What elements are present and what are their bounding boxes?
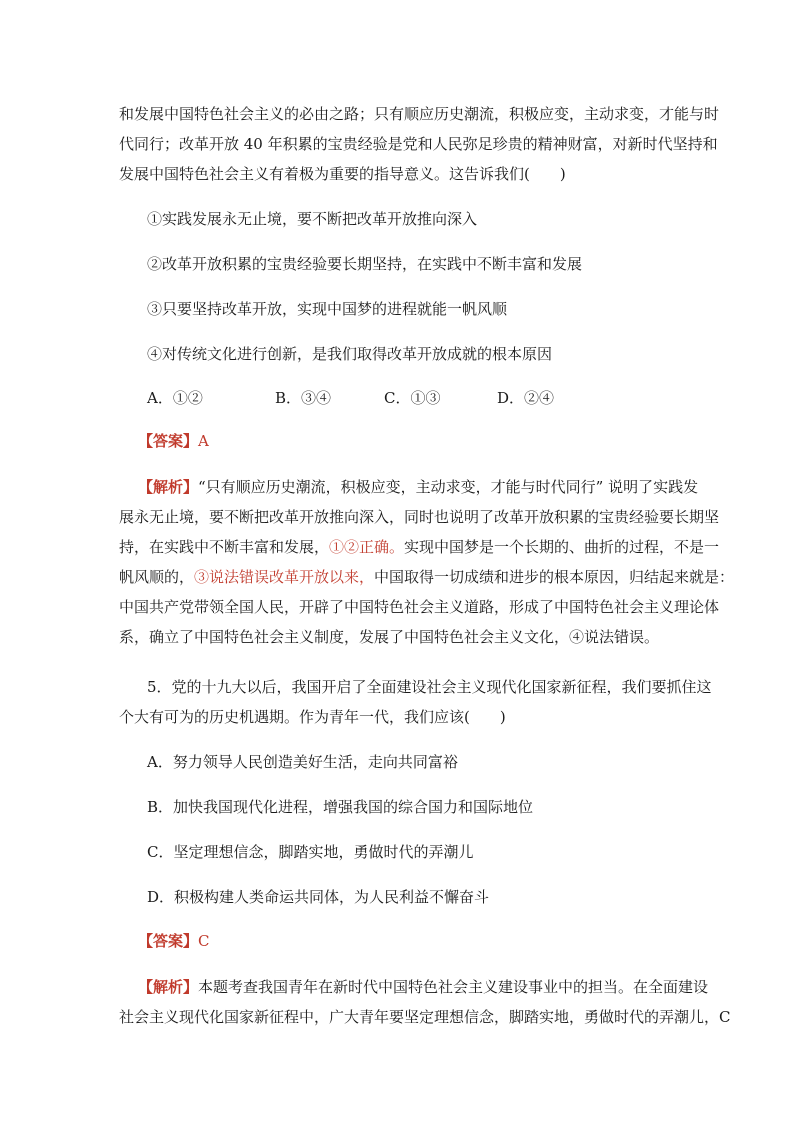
q4-analysis-text-4a: 帆风顺的，	[119, 568, 195, 586]
q4-analysis-text-3c: 实现中国梦是一个长期的、曲折的过程，不是一	[404, 538, 720, 556]
q5-option-c: C．坚定理想信念，脚踏实地，勇做时代的弄潮儿	[147, 843, 474, 861]
q4-analysis-text-4c: 中国取得一切成绩和进步的根本原因，归结起来就是：	[374, 568, 735, 586]
q4-analysis-text-3b: ①②正确。	[329, 538, 405, 556]
q4-answer-value: A	[198, 432, 209, 450]
q4-analysis-text-3a: 持，在实践中不断丰富和发展，	[119, 538, 330, 556]
intro-line-1: 和发展中国特色社会主义的必由之路；只有顺应历史潮流，积极应变，主动求变，才能与时	[119, 105, 720, 123]
q5-answer-value: C	[198, 932, 210, 950]
q5-analysis-text-1: 本题考查我国青年在新时代中国特色社会主义建设事业中的担当。在全面建设	[198, 978, 709, 996]
q4-analysis-line-3	[119, 536, 719, 558]
q4-statement-2: ②改革开放积累的宝贵经验要长期坚持，在实践中不断丰富和发展	[147, 255, 583, 273]
q4-analysis-text-4b: ③说法错误改革开放以来，	[194, 568, 375, 586]
q4-answer	[138, 430, 209, 452]
intro-line-3: 发展中国特色社会主义有着极为重要的指导意义。这告诉我们( )	[119, 165, 566, 183]
q5-option-a: A．努力领导人民创造美好生活，走向共同富裕	[147, 753, 458, 771]
q4-analysis-text-1: “只有顺应历史潮流，积极应变，主动求变，才能与时代同行” 说明了实践发	[198, 478, 699, 496]
q4-analysis-line-2: 展永无止境，要不断把改革开放推向深入，同时也说明了改革开放积累的宝贵经验要长期坚	[119, 508, 720, 526]
q5-analysis-line-1	[138, 976, 708, 998]
q4-analysis-line-5: 中国共产党带领全国人民，开辟了中国特色社会主义道路，形成了中国特色社会主义理论体	[119, 598, 720, 616]
intro-line-2: 代同行；改革开放 40 年积累的宝贵经验是党和人民弥足珍贵的精神财富，对新时代坚持和	[119, 135, 718, 153]
q5-option-d: D．积极构建人类命运共同体，为人民利益不懈奋斗	[147, 888, 490, 906]
q4-analysis-line-4	[119, 566, 734, 588]
q4-choice-d: D．②④	[497, 389, 555, 407]
q4-choice-b: B．③④	[275, 389, 332, 407]
q4-answer-tag: 【答案】	[138, 432, 199, 450]
q5-analysis-line-2: 社会主义现代化国家新征程中，广大青年要坚定理想信念，脚踏实地，勇做时代的弄潮儿，C	[119, 1008, 731, 1026]
q5-option-b: B．加快我国现代化进程，增强我国的综合国力和国际地位	[147, 798, 534, 816]
q4-choice-a: A．①②	[147, 389, 203, 407]
q4-choice-c: C．①③	[384, 389, 441, 407]
q5-answer	[138, 930, 210, 952]
q4-statement-4: ④对传统文化进行创新，是我们取得改革开放成就的根本原因	[147, 345, 553, 363]
q4-statement-3: ③只要坚持改革开放，实现中国梦的进程就能一帆风顺	[147, 300, 508, 318]
q5-answer-tag: 【答案】	[138, 932, 199, 950]
q4-analysis-tag: 【解析】	[138, 478, 199, 496]
q5-stem-line-1: 5．党的十九大以后，我国开启了全面建设社会主义现代化国家新征程，我们要抓住这	[147, 678, 712, 696]
q4-statement-1: ①实践发展永无止境，要不断把改革开放推向深入	[147, 210, 478, 228]
q4-analysis-line-1	[138, 476, 698, 498]
q4-analysis-line-6: 系，确立了中国特色社会主义制度，发展了中国特色社会主义文化，④说法错误。	[119, 628, 660, 646]
q5-analysis-tag: 【解析】	[138, 978, 199, 996]
q5-stem-line-2: 个大有可为的历史机遇期。作为青年一代，我们应该( )	[119, 708, 506, 726]
